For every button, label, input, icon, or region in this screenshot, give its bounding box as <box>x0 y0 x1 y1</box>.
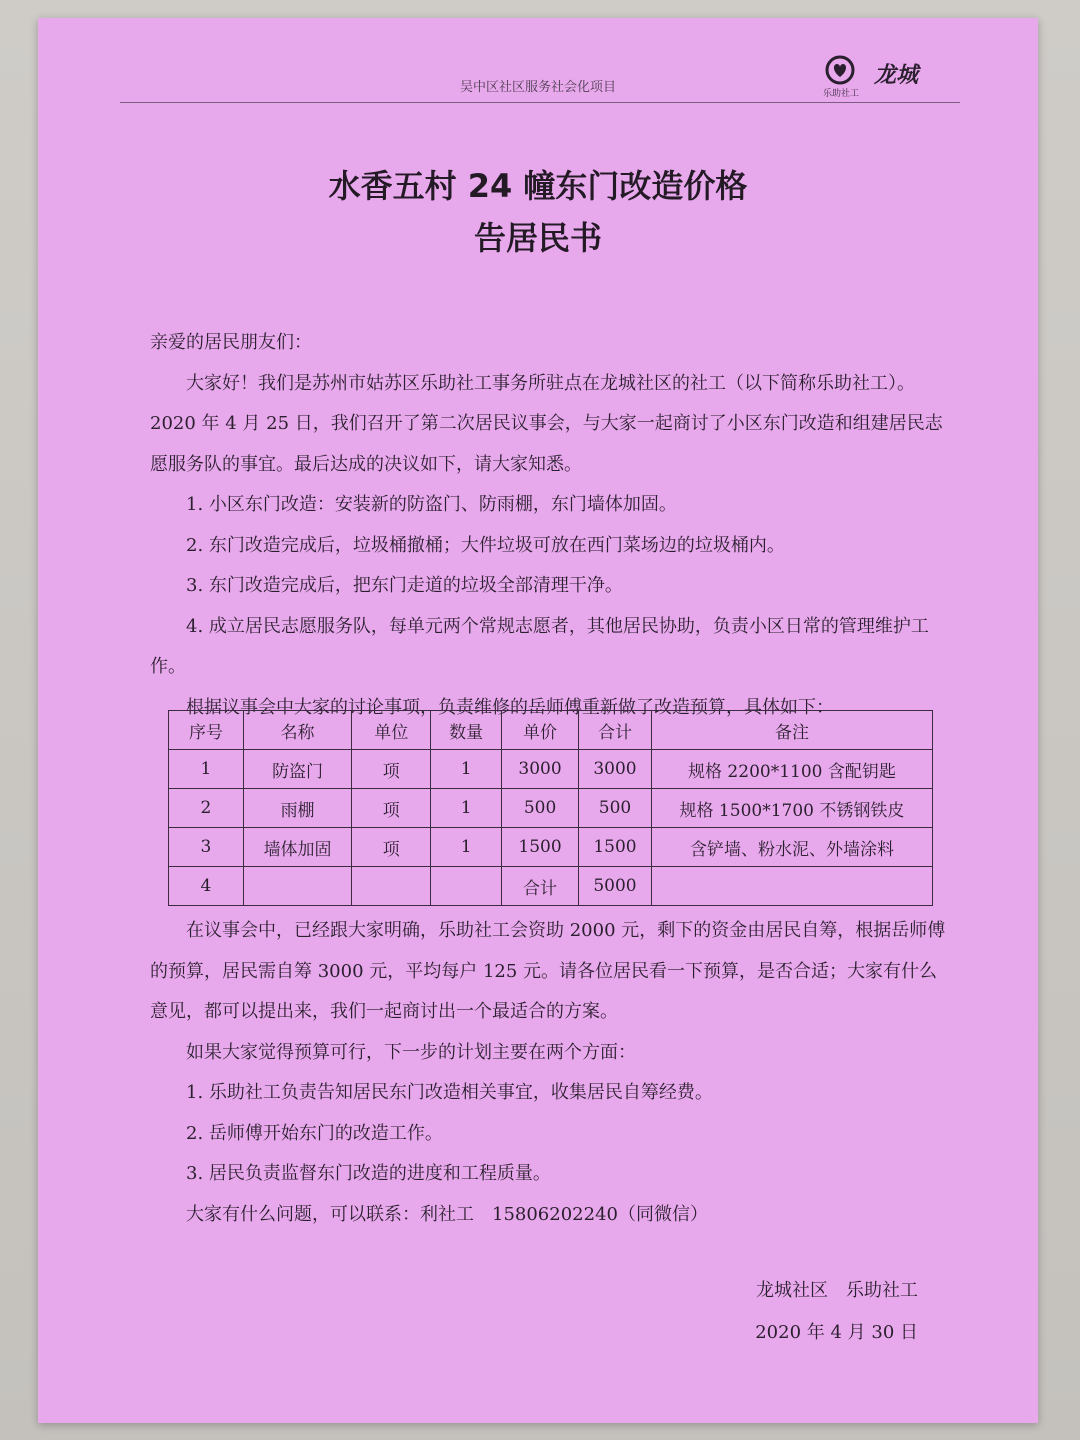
table-cell: 3000 <box>579 750 652 789</box>
plan-intro: 如果大家觉得预算可行，下一步的计划主要在两个方面： <box>186 1041 636 1063</box>
table-row <box>169 789 933 828</box>
table-cell: 合计 <box>502 867 579 906</box>
table-cell: 500 <box>579 789 652 828</box>
table-cell: 墙体加固 <box>243 828 351 867</box>
table-header-cell: 合计 <box>579 711 652 750</box>
greeting: 亲爱的居民朋友们： <box>150 332 312 353</box>
table-cell: 5000 <box>579 867 652 906</box>
table-header-cell: 名称 <box>243 711 351 750</box>
logo <box>820 48 960 98</box>
table-cell: 3000 <box>502 750 579 789</box>
logo-brand-text: 龙城 <box>874 62 919 88</box>
table-cell: 含铲墙、粉水泥、外墙涂料 <box>651 828 932 867</box>
budget-intro: 根据议事会中大家的讨论事项，负责维修的岳师傅重新做了改造预算，具体如下： <box>186 696 834 718</box>
table-cell: 雨棚 <box>243 789 351 828</box>
notice-title <box>38 160 1038 264</box>
table-row <box>169 750 933 789</box>
resolution-item: 1. 小区东门改造：安装新的防盗门、防雨棚，东门墙体加固。 <box>186 494 677 515</box>
signature-date: 2020 年 4 月 30 日 <box>755 1322 918 1343</box>
table-cell: 4 <box>169 867 244 906</box>
table-cell: 1 <box>431 828 502 867</box>
table-cell: 防盗门 <box>243 750 351 789</box>
contact-line: 大家有什么问题，可以联系：利社工 15806202240（同微信） <box>186 1203 708 1225</box>
resolution-item: 3. 东门改造完成后，把东门走道的垃圾全部清理干净。 <box>186 575 623 596</box>
table-cell: 项 <box>352 789 431 828</box>
funding-paragraph: 在议事会中，已经跟大家明确，乐助社工会资助 2000 元，剩下的资金由居民自筹，根据岳师傅的预算，居民需自筹 3000 元，平均每户 125 元。请各位居民看一下预算，是否合适；大家有什么意见，都可以提出来，我们一起商讨出一个最适合的方案。 <box>150 920 946 1022</box>
table-cell <box>243 867 351 906</box>
notice-continuation <box>150 911 950 1235</box>
title-line-2: 告居民书 <box>473 219 602 257</box>
table-cell: 1 <box>431 789 502 828</box>
plan-item: 3. 居民负责监督东门改造的进度和工程质量。 <box>186 1163 551 1184</box>
table-cell: 3 <box>169 828 244 867</box>
header-divider <box>120 102 960 103</box>
plan-item: 1. 乐助社工负责告知居民东门改造相关事宜，收集居民自筹经费。 <box>186 1082 713 1103</box>
table-cell: 2 <box>169 789 244 828</box>
signature-block <box>755 1270 918 1354</box>
table-cell: 1 <box>431 750 502 789</box>
table-cell <box>651 867 932 906</box>
resolution-item: 2. 东门改造完成后，垃圾桶撤桶；大件垃圾可放在西门菜场边的垃圾桶内。 <box>186 534 785 556</box>
budget-table <box>168 710 933 906</box>
table-header-row <box>169 711 933 750</box>
project-header: 吴中区社区服务社会化项目 <box>459 80 616 95</box>
table-cell: 规格 1500*1700 不锈钢铁皮 <box>651 789 932 828</box>
table-cell <box>352 867 431 906</box>
table-cell: 1500 <box>502 828 579 867</box>
plan-item: 2. 岳师傅开始东门的改造工作。 <box>186 1122 443 1144</box>
table-header-cell: 单位 <box>352 711 431 750</box>
table-cell <box>431 867 502 906</box>
table-header-cell: 序号 <box>169 711 244 750</box>
notice-paper <box>38 18 1038 1423</box>
table-row <box>169 828 933 867</box>
table-cell: 1 <box>169 750 244 789</box>
table-cell: 500 <box>502 789 579 828</box>
table-header-cell: 备注 <box>651 711 932 750</box>
notice-body <box>150 323 950 728</box>
table-cell: 1500 <box>579 828 652 867</box>
table-header-cell: 单价 <box>502 711 579 750</box>
logo-org-text: 乐助社工 <box>822 89 859 99</box>
table-cell: 项 <box>352 750 431 789</box>
title-line-1: 水香五村 24 幢东门改造价格 <box>328 167 748 205</box>
intro-paragraph: 大家好！我们是苏州市姑苏区乐助社工事务所驻点在龙城社区的社工（以下简称乐助社工）。2020 年 4 月 25 日，我们召开了第二次居民议事会，与大家一起商讨了小区东门改造和组建居民志愿服务队的事宜。最后达成的决议如下，请大家知悉。 <box>150 372 943 475</box>
table-cell: 规格 2200*1100 含配钥匙 <box>651 750 932 789</box>
table-row <box>169 867 933 906</box>
table-header-cell: 数量 <box>431 711 502 750</box>
resolution-item: 4. 成立居民志愿服务队，每单元两个常规志愿者，其他居民协助，负责小区日常的管理维护工作。 <box>150 615 929 677</box>
table-cell: 项 <box>352 828 431 867</box>
signature-org: 龙城社区 乐助社工 <box>756 1280 918 1301</box>
